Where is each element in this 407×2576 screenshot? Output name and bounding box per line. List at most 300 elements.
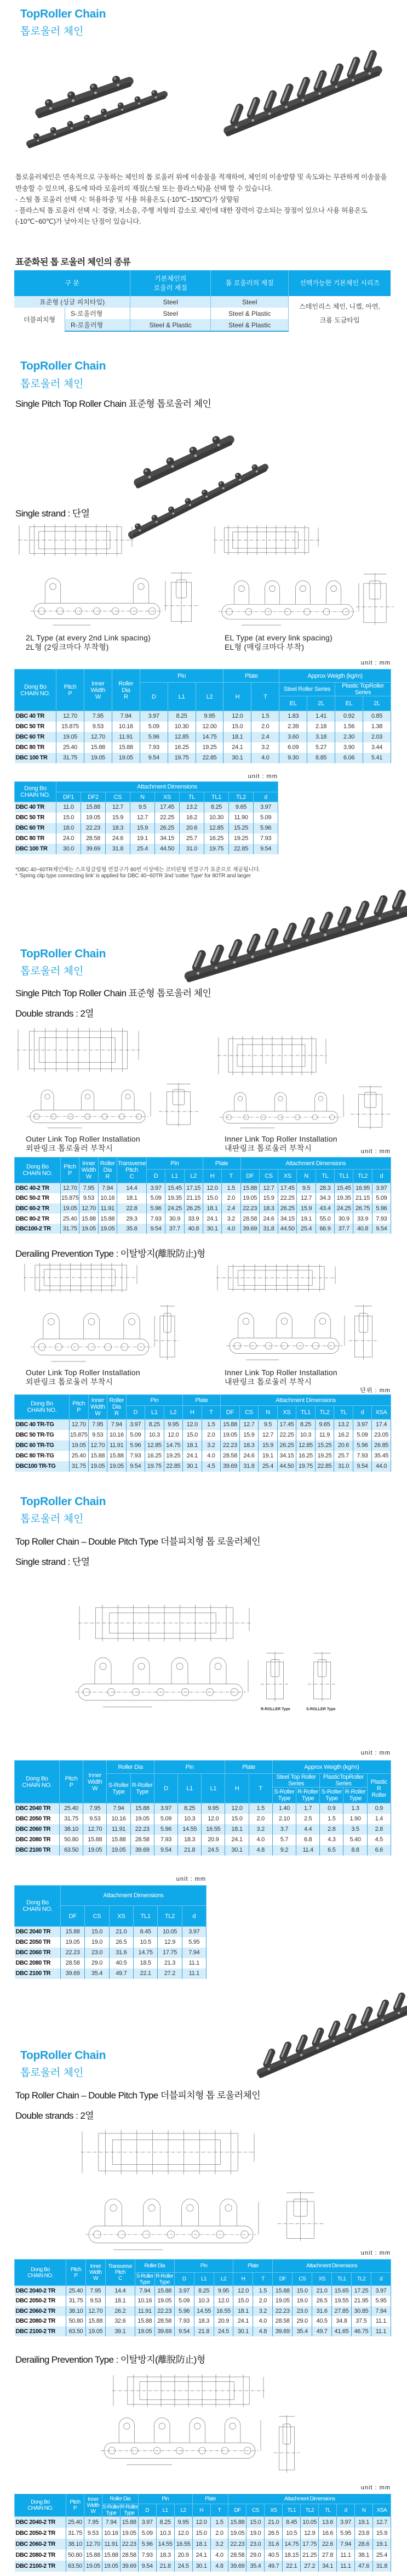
table-cell: 5.96 — [372, 1204, 391, 1214]
table-cell: 11.90 — [229, 813, 254, 823]
table-cell: 1.5 — [253, 2286, 273, 2296]
chain-number-cell: DBC100 TR-TG — [15, 1461, 70, 1472]
chain-number-cell: DBC 2050-2 TR — [15, 2528, 66, 2539]
header-category: 구 분 — [14, 270, 130, 296]
table-cell: 18.1 — [117, 1193, 146, 1204]
table-cell: 24.1 — [203, 1213, 221, 1224]
table-cell: 19.05 — [84, 2561, 102, 2572]
table-cell: 14.75 — [283, 2539, 301, 2550]
header-cell: Inner Width W — [85, 2260, 105, 2286]
table-cell: 18.1 — [105, 2296, 135, 2306]
header-cell: Pitch P — [66, 2260, 86, 2286]
header-cell: Dong Bo CHAIN NO. — [15, 2260, 66, 2286]
table-cell: 12.7 — [372, 2517, 391, 2528]
table-cell: 4.5 — [202, 1461, 221, 1472]
table-cell: 7.94 — [107, 1803, 130, 1814]
table-cell: 19.05 — [81, 813, 106, 823]
table-cell: 5.09 — [353, 1430, 372, 1440]
table-cell: 12.0 — [183, 1420, 202, 1430]
table-cell: 34.8 — [332, 2316, 352, 2327]
header-cell: Inner Width W — [79, 1158, 98, 1183]
header-cell: Pin — [138, 2494, 192, 2504]
table-cell: 49.7 — [265, 2561, 283, 2572]
table-cell: 22.1 — [133, 1968, 157, 1979]
table-cell: 31.8 — [372, 2561, 391, 2572]
table-cell: 15.0 — [225, 1814, 249, 1824]
header-cell: DF — [221, 1406, 240, 1420]
header-cell: Dong Bo CHAIN NO. — [15, 1886, 61, 1927]
table-cell: 18.15 — [283, 2550, 301, 2561]
table-cell: 7.95 — [88, 1420, 107, 1430]
table-cell: 35.45 — [372, 1451, 391, 1461]
table-row — [15, 1803, 391, 1814]
unit-label: unit : mm — [176, 1876, 206, 1882]
table-cell: 11.9 — [315, 1430, 334, 1440]
chain-number-cell: DBC 2040 TR — [15, 1803, 60, 1814]
header-cell: Pitch P — [60, 1761, 83, 1803]
table-cell: 19.05 — [85, 2327, 105, 2337]
chain-photo-double-pitch — [261, 1995, 407, 2075]
table-cell: 1.5 — [249, 1803, 272, 1814]
caption-en: Inner Link Top Roller Installation — [225, 1368, 337, 1377]
table-cell: 13.2 — [180, 802, 204, 813]
table-cell: 19.25 — [196, 742, 223, 753]
header-cell: T — [202, 1406, 221, 1420]
table-cell: 4.3 — [320, 1835, 343, 1845]
table-cell: 18.3 — [259, 1204, 278, 1214]
chain-number-cell: DBC 2100 TR — [15, 1845, 60, 1856]
table-cell: 9.54 — [353, 1461, 372, 1472]
header-cell: N — [297, 1170, 316, 1183]
table-cell: 19.55 — [332, 2296, 352, 2306]
table-cell: 31.6 — [265, 2539, 283, 2550]
chain-number-cell: DBC 100 TR — [15, 753, 56, 763]
table-cell: 14.4 — [105, 2286, 135, 2296]
table-cell: 17.45 — [277, 1420, 296, 1430]
table-cell: 15.88 — [120, 2517, 138, 2528]
unit-label: unit : mm — [360, 2250, 391, 2256]
table-cell: 25.4 — [372, 2550, 391, 2561]
table-cell: 10.16 — [112, 722, 140, 732]
table-cell: 11.91 — [135, 2306, 154, 2317]
header-cell: Attachment Dimensions — [228, 2494, 391, 2504]
table-cell: 19.05 — [221, 1430, 240, 1440]
table-cell: 22.6 — [319, 2539, 337, 2550]
table-cell: 7.95 — [84, 2517, 102, 2528]
table-cell: 12.9 — [301, 2528, 319, 2539]
table-cell: 28.58 — [81, 833, 106, 844]
table-cell: 9.54 — [372, 1224, 391, 1234]
table-cell: 39.69 — [221, 1461, 240, 1472]
section-subheading: Single strand : 단열 — [15, 508, 90, 519]
table-cell: 15.9 — [106, 813, 130, 823]
table-cell: 0.9 — [367, 1803, 391, 1814]
header-cell: T — [253, 2273, 273, 2286]
table-row — [15, 2517, 391, 2528]
drawing-end-s-roller — [308, 1652, 336, 1701]
brand-subtitle: 톱로울러 체인 — [20, 966, 84, 977]
table-cell: 18.3 — [239, 1440, 259, 1451]
table-cell: 21.0 — [312, 2286, 332, 2296]
table-cell: 19.75 — [204, 844, 229, 854]
table-cell: 24.25 — [165, 1204, 184, 1214]
caption-2l-type — [26, 633, 151, 652]
table-cell: 2.4 — [251, 732, 279, 742]
header-cell: Plate — [203, 1158, 240, 1170]
table-cell: 15.0 — [293, 2286, 312, 2296]
table-cell: 20.6 — [334, 1440, 353, 1451]
table-cell: 26.5 — [312, 2296, 332, 2306]
header-cell: Attachment Dimensions — [56, 782, 278, 792]
table-cell: 15.0 — [233, 2296, 253, 2306]
header-cell: H — [183, 1406, 202, 1420]
table-cell: 1.4 — [367, 1814, 391, 1824]
table-cell: 2.8 — [320, 1824, 343, 1835]
table-cell: 7.95 — [83, 1803, 107, 1814]
table-cell: 22.25 — [278, 1193, 297, 1204]
table-cell: 15.875 — [61, 1193, 79, 1204]
table-cell: 11.1 — [182, 1968, 206, 1979]
caption-en: EL Type (at every link spacing) — [225, 633, 333, 642]
header-cell: D — [174, 2273, 194, 2286]
table-cell: 16.25 — [296, 1451, 316, 1461]
chain-number-cell: DBC 2100-2 TR — [15, 2327, 66, 2337]
table-cell: 18.1 — [203, 1204, 221, 1214]
header-cell: R-Roller Type — [130, 1774, 154, 1803]
series-value: 스테인리스 체인, 니켈, 아연, 크롬 도금타입 — [299, 303, 380, 324]
table-cell: 7.93 — [372, 1213, 391, 1224]
table-row — [15, 802, 278, 813]
table-cell: 22.85 — [164, 1461, 183, 1472]
header-cell: H — [192, 2504, 210, 2517]
drawing-plan-derail-inner — [216, 1264, 336, 1292]
chain-photo-short — [138, 436, 230, 486]
header-cell: XS — [277, 1406, 296, 1420]
table-cell: 17.15 — [184, 1183, 203, 1194]
section-heading: Top Roller Chain – Double Pitch Type 더블피치형 톱 로울러체인 — [15, 1536, 261, 1547]
header-cell: Inner Width W — [83, 1761, 107, 1803]
brand-subtitle: 톱로울러 체인 — [20, 378, 84, 390]
table-cell: 38.1 — [355, 2550, 373, 2561]
header-cell: Dong Bo CHAIN NO. — [15, 1761, 60, 1803]
table-cell: 4.8 — [253, 2327, 273, 2337]
unit-label: unit : mm — [360, 1148, 391, 1155]
table-cell: 29.0 — [247, 2550, 265, 2561]
table-cell: 19.05 — [107, 1845, 130, 1856]
table-cell: 30.9 — [335, 1213, 353, 1224]
table-cell: 7.93 — [138, 2550, 156, 2561]
table-row — [15, 1461, 391, 1472]
table-cell: 15.0 — [223, 722, 251, 732]
table-cell: 28.58 — [120, 2550, 138, 2561]
table-cell: 20.6 — [180, 823, 204, 833]
table-row — [15, 823, 278, 833]
header-cell: CS — [259, 1170, 278, 1183]
unit-label: unit : mm — [360, 2484, 391, 2491]
header-cell: Plate — [192, 2494, 228, 2504]
table-cell: 17.75 — [301, 2539, 319, 2550]
header-cell: EL — [335, 696, 363, 711]
table-row — [15, 1937, 207, 1948]
table-cell: 32.6 — [105, 2316, 135, 2327]
table-cell: 17.75 — [158, 1948, 182, 1958]
section-heading: Top Roller Chain – Double Pitch Type 더블피치형 톱 로울러체인 — [15, 2090, 261, 2101]
intro-line: 반송할 수 있으며, 용도에 따라 로울러의 재질(스틸 또는 플라스틱)을 선택 할 수 있습니다. — [15, 185, 273, 192]
table-cell: 1.83 — [279, 711, 307, 722]
table-cell: 8.45 — [133, 1927, 157, 1937]
header-cell: d — [337, 2504, 355, 2517]
table-cell: 26.25 — [278, 1204, 297, 1214]
table-cell: 2.18 — [307, 722, 335, 732]
table-row — [15, 2550, 391, 2561]
table-cell: 9.54 — [174, 2327, 194, 2337]
table-cell: 5.09 — [138, 2528, 156, 2539]
table-cell: 34.15 — [277, 1451, 296, 1461]
table-cell: 22.23 — [221, 1440, 240, 1451]
table-cell: 33.9 — [353, 1213, 372, 1224]
table-cell: 15.0 — [85, 1927, 109, 1937]
table-cell: 22.8 — [117, 1204, 146, 1214]
brand-title: TopRoller Chain — [20, 1495, 106, 1508]
header-cell: XS — [278, 1170, 297, 1183]
table-row — [15, 1814, 391, 1824]
section-heading: Single Pitch Top Roller Chain 표준형 톱로울러 체인 — [15, 988, 211, 998]
chain-number-cell: DBC 2080-2 TR — [15, 2316, 66, 2327]
table-cell: 0.9 — [320, 1803, 343, 1814]
table-cell: 39.69 — [154, 2327, 174, 2337]
table-cell: 24.25 — [335, 1204, 353, 1214]
table-cell: 50.80 — [60, 1835, 83, 1845]
header-cell: CS — [239, 1406, 259, 1420]
table-cell: 31.75 — [61, 1224, 79, 1234]
table-cell: 6.5 — [320, 1845, 343, 1856]
table-cell: 7.93 — [140, 742, 168, 753]
header-cell: TL — [180, 792, 204, 802]
header-cell: 2L — [363, 696, 391, 711]
table-cell: 19.05 — [273, 2296, 293, 2306]
chain-number-cell: DBC 2060 TR — [15, 1824, 60, 1835]
table-cell: 15.88 — [79, 1213, 98, 1224]
header-cell: Roller Dia R — [98, 1158, 117, 1183]
intro-line: 톱로울러체인은 연속적으로 구동하는 체인의 톱 로울러 위에 이송물을 적재하여, 체인의 이송방향 및 속도와는 무관하게 이송물을 — [15, 173, 387, 181]
row-standard-label: 표준형 (싱글 피치타입) — [14, 296, 130, 308]
drawing-side-double-pitch-derail — [101, 2418, 261, 2465]
table-cell: 25.4 — [259, 1461, 278, 1472]
chain-photo-double-strand — [189, 893, 407, 980]
table-cell: 21.95 — [352, 2296, 371, 2306]
caption-s-roller: S-ROLLER Type — [306, 1707, 336, 1711]
table-cell: 28.58 — [154, 2316, 174, 2327]
table-cell: 8.45 — [283, 2517, 301, 2528]
table-cell: 7.94 — [182, 1948, 206, 1958]
table-cell: 9.54 — [138, 2561, 156, 2572]
table-cell: 15.0 — [192, 2528, 210, 2539]
header-cell: XS — [312, 2273, 332, 2286]
table-cell: 12.0 — [174, 2528, 192, 2539]
table-cell: 27.2 — [158, 1968, 182, 1979]
table-cell: 15.88 — [221, 1420, 240, 1430]
table-cell: 1.38 — [363, 722, 391, 732]
table-cell: 26.85 — [372, 1440, 391, 1451]
header-cell: S-Roller Type — [107, 1774, 130, 1803]
header-cell: TL2 — [353, 1170, 372, 1183]
table-cell: 10.30 — [204, 813, 229, 823]
table-cell: 7.93 — [126, 1451, 145, 1461]
table-cell: 9.54 — [146, 1224, 165, 1234]
table-row — [15, 711, 391, 722]
table-cell: 1.7 — [296, 1803, 320, 1814]
chain-number-cell: DBC100-2 TR — [15, 1224, 61, 1234]
section-subheading: Double strands : 2열 — [15, 1008, 94, 1019]
table-cell: 25.40 — [66, 2517, 84, 2528]
unit-label: unit : mm — [360, 660, 391, 666]
header-cell: Approx Weigth (kg/m) — [272, 1761, 391, 1774]
table-cell: 15.88 — [84, 2550, 102, 2561]
header-cell: TL1 — [283, 2504, 301, 2517]
caption-ko: 내판링크 톱로울러 부착시 — [225, 1144, 312, 1153]
drawing-end-2l — [164, 572, 198, 624]
table-cell: 9.65 — [315, 1420, 334, 1430]
table-cell: 39.69 — [130, 1845, 154, 1856]
table-cell: 19.05 — [120, 2528, 138, 2539]
header-cell: d — [372, 1170, 391, 1183]
table-cell: 2.0 — [249, 1814, 272, 1824]
table-cell: 7.94 — [337, 2539, 355, 2550]
caption-ko: 외판링크 톱로울러 부착시 — [26, 1144, 113, 1153]
table-cell: 16.2 — [180, 813, 204, 823]
caption-en: Outer Link Top Roller Installation — [26, 1134, 140, 1143]
table-cell: 27.85 — [332, 2306, 352, 2317]
table-cell: 12.0 — [203, 1183, 221, 1194]
table-cell: 14.55 — [178, 1824, 202, 1835]
table-cell: 39.69 — [273, 2327, 293, 2337]
table-cell: 5.96 — [138, 2539, 156, 2550]
table-cell: 27.2 — [301, 2561, 319, 2572]
drawing-side-double-pitch-2 — [85, 2199, 259, 2250]
header-cell: L1 — [145, 1406, 164, 1420]
table-cell: 10.30 — [168, 722, 196, 732]
table-cell: 24.1 — [225, 1835, 249, 1845]
table-cell: 15.9 — [130, 823, 155, 833]
table-cell: 1.5 — [320, 1814, 343, 1824]
table-cell: 22.23 — [81, 823, 106, 833]
table-cell: 34.3 — [316, 1193, 334, 1204]
table-cell: 2.0 — [251, 722, 279, 732]
table-cell: 10.3 — [145, 1430, 164, 1440]
table-cell: 9.5 — [297, 1183, 316, 1194]
section-subheading: Double strands : 2열 — [15, 2110, 94, 2121]
table-cell: 15.88 — [88, 1451, 107, 1461]
table-cell: 9.54 — [140, 753, 168, 763]
table-cell: 7.94 — [102, 2517, 120, 2528]
table-cell: 29.0 — [293, 2316, 312, 2327]
drawing-plan-el — [214, 525, 319, 555]
table-cell: 10.16 — [98, 1193, 117, 1204]
table-cell: 12.00 — [196, 722, 223, 732]
table-cell: 23.8 — [355, 2528, 373, 2539]
table-cell: 50.80 — [66, 2316, 86, 2327]
table-cell: 24.6 — [259, 1213, 278, 1224]
chain-number-cell: DBC 80 TR — [15, 833, 56, 844]
chain-number-cell: DBC 40-2 TR — [15, 1183, 61, 1194]
table-cell: 24.6 — [106, 833, 130, 844]
header-cell: Attachment Dimensions — [221, 1395, 391, 1406]
table-cell: 24.1 — [233, 2316, 253, 2327]
table-cell: 10.16 — [107, 1814, 130, 1824]
header-cell: H — [233, 2273, 253, 2286]
table-cell: 15.0 — [203, 1193, 221, 1204]
table-row — [15, 1835, 391, 1845]
table-cell: 16.95 — [353, 1183, 372, 1194]
header-cell: H — [225, 1774, 249, 1803]
table-cell: 10.05 — [301, 2517, 319, 2528]
table-cell: 19.05 — [102, 2561, 120, 2572]
table-cell: 15.88 — [85, 2316, 105, 2327]
table-cell: 25.40 — [56, 742, 84, 753]
table-cell: 31.75 — [60, 1814, 83, 1824]
table-cell: 18.1 — [233, 2306, 253, 2317]
table-cell: 19.1 — [372, 2539, 391, 2550]
chain-number-cell: DBC 40 TR — [15, 711, 56, 722]
header-cell: Plate — [225, 1761, 272, 1774]
chain-number-cell: DBC 2040-2 TR — [15, 2286, 66, 2296]
table-cell: 18.1 — [225, 1824, 249, 1835]
table-cell: 4.8 — [249, 1845, 272, 1856]
table-cell: 5.41 — [363, 753, 391, 763]
table-cell: 18.0 — [56, 823, 81, 833]
section-subheading: Single strand : 단열 — [15, 1557, 90, 1567]
table-cell: 1.5 — [202, 1420, 221, 1430]
chain-number-cell: DBC 2080 TR — [15, 1835, 60, 1845]
drawing-end-outer — [159, 1083, 198, 1127]
table-cell: 3.2 — [202, 1440, 221, 1451]
table-cell: 10.3 — [194, 2296, 214, 2306]
table-cell: 50.80 — [66, 2550, 84, 2561]
header-cell: L2 — [174, 2504, 192, 2517]
t4-table — [14, 1394, 391, 1472]
table-cell: 7.94 — [112, 711, 140, 722]
table-cell: 10.16 — [102, 2528, 120, 2539]
table-cell: 7.95 — [84, 711, 112, 722]
table-cell: 22.23 — [154, 2306, 174, 2317]
table-cell: 3.97 — [182, 1927, 206, 1937]
drawing-plan-double-pitch — [78, 1605, 250, 1642]
table-cell: 12.70 — [61, 1183, 79, 1194]
header-cell: DF — [240, 1170, 259, 1183]
table-cell: 31.75 — [56, 753, 84, 763]
drawing-plan-derail-outer — [24, 1263, 138, 1292]
table-cell: 19.1 — [130, 833, 155, 844]
note-en: * 'Spring clip type connecting link' is applied for DBC 40~60TR 3nd 'cotter Type' for 80TR and larger — [15, 873, 251, 879]
table-cell: 5.09 — [140, 722, 168, 732]
table-cell: 19.05 — [107, 1461, 127, 1472]
table-cell: 11.1 — [371, 2327, 391, 2337]
table-cell: 21.25 — [301, 2550, 319, 2561]
chain-number-cell: DBC 2080 TR — [15, 1958, 61, 1968]
table-cell: 16.55 — [214, 2306, 233, 2317]
header-cell: DF — [61, 1906, 85, 1927]
caption-inner-link — [225, 1134, 337, 1153]
table-cell: 19.0 — [85, 1937, 109, 1948]
table-cell: 15.875 — [70, 1430, 89, 1440]
caption-outer-link — [26, 1134, 140, 1153]
header-cell: Dong Bo CHAIN NO. — [15, 1158, 61, 1183]
table-cell: 21.0 — [109, 1927, 133, 1937]
chain-types-table — [14, 270, 391, 332]
header-cell: XS — [155, 792, 180, 802]
table-cell: 16.25 — [204, 833, 229, 844]
table-cell: 5.95 — [337, 2528, 355, 2539]
